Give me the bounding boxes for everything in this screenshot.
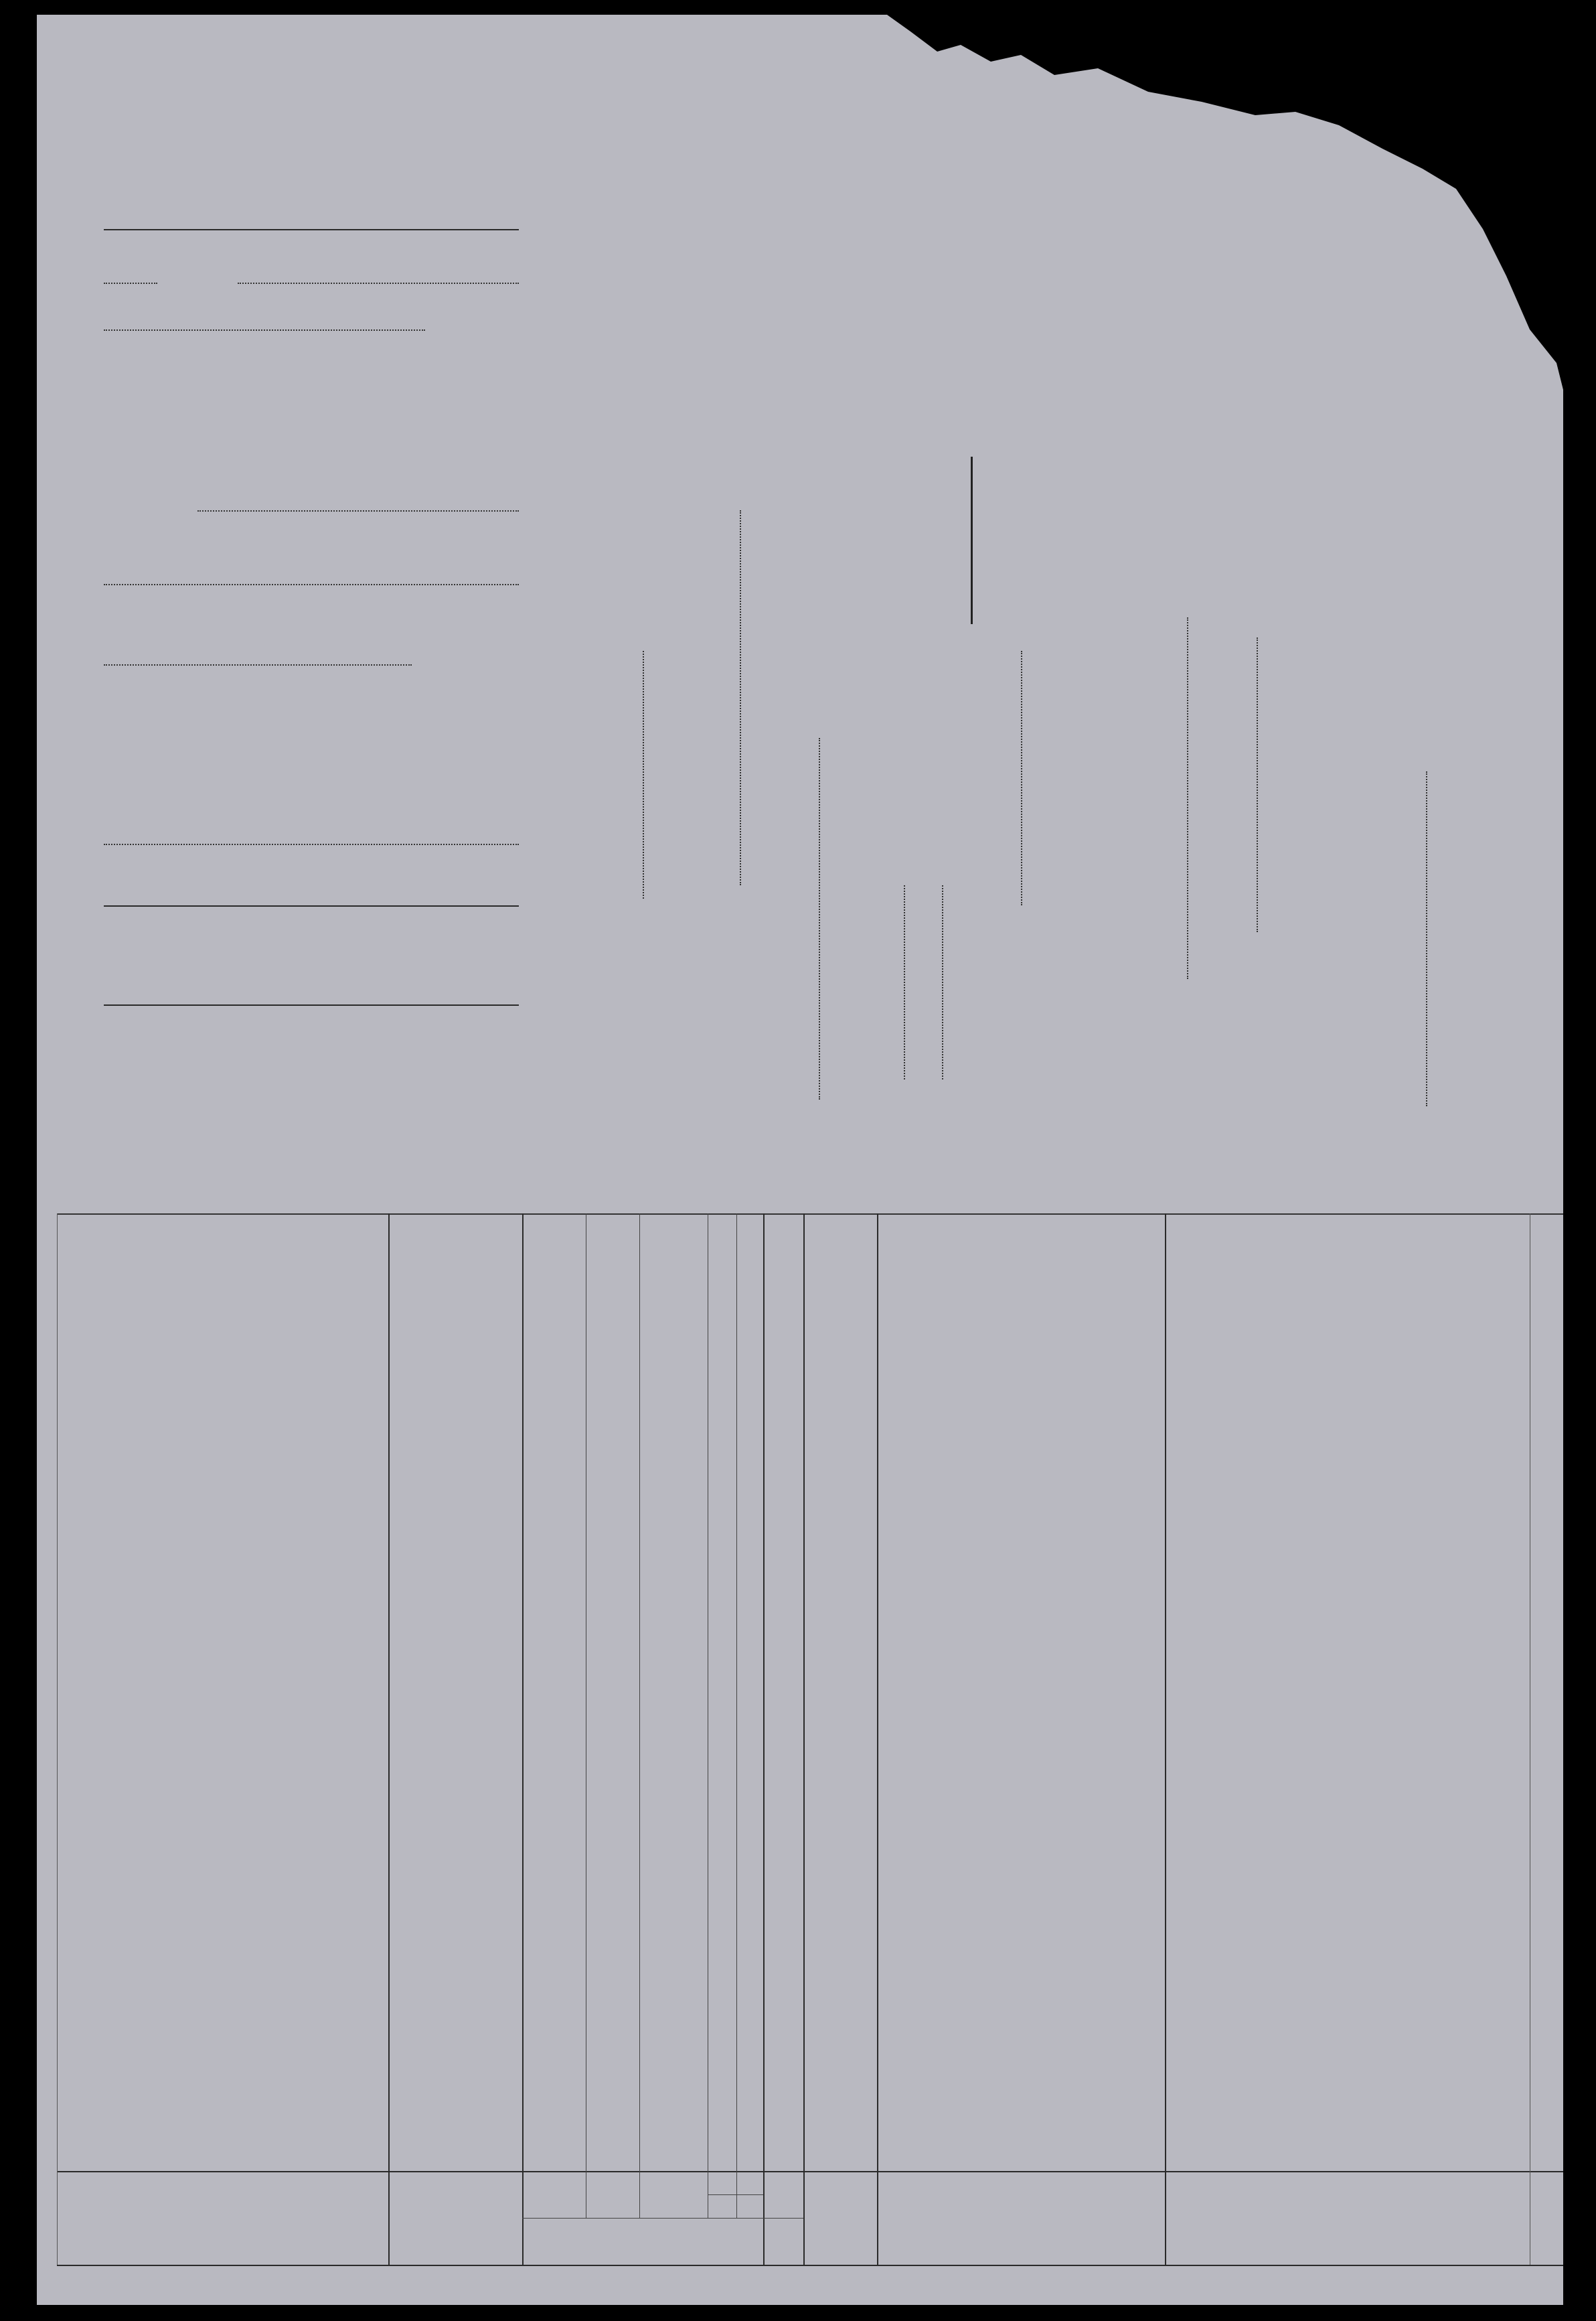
deputy-oath-line: [1021, 651, 1022, 905]
table-bottom-rule: [57, 2265, 1563, 2266]
col-line-citizen: [877, 1213, 878, 2265]
oath-port-line: [1187, 617, 1188, 979]
col-line-left: [57, 1213, 58, 2265]
personal-desc-split: [522, 2218, 803, 2219]
oath-master-blank: [1426, 771, 1427, 1106]
col-line-age: [803, 1213, 805, 2265]
separator-rule: [971, 457, 973, 624]
oath-master-line: [1257, 638, 1258, 932]
table-top-rule: [57, 1213, 1563, 1215]
cover-rule-1: [104, 1004, 519, 1006]
port-line: [104, 329, 425, 331]
col-line-feet: [763, 1213, 765, 2265]
master-line: [197, 510, 519, 512]
col-line-hair: [639, 1213, 640, 2218]
document-sheet: [37, 15, 1563, 2305]
certified-line: [104, 844, 519, 845]
deputy-cert-line: [643, 651, 644, 899]
certificate-footnote: [596, 62, 636, 410]
col-line-birthplace: [1165, 1213, 1166, 2265]
cert-line-2-blank: [904, 885, 905, 1079]
table-header-top: [57, 2171, 1563, 2172]
col-line-inches: [736, 1213, 737, 2218]
cert-line-4-blank: [819, 738, 820, 1100]
cert-line-1-blank: [942, 885, 943, 1079]
cover-rule-2: [104, 905, 519, 907]
date-line-2: [104, 283, 157, 284]
date-line: [238, 283, 519, 284]
printer-rule: [104, 229, 519, 230]
rig-line: [104, 664, 412, 666]
height-split: [708, 2194, 763, 2195]
cert-line-6-blank: [740, 510, 741, 885]
col-line-capacity: [522, 1213, 524, 2265]
vessel-line: [104, 584, 519, 585]
col-line-kin: [388, 1213, 390, 2265]
